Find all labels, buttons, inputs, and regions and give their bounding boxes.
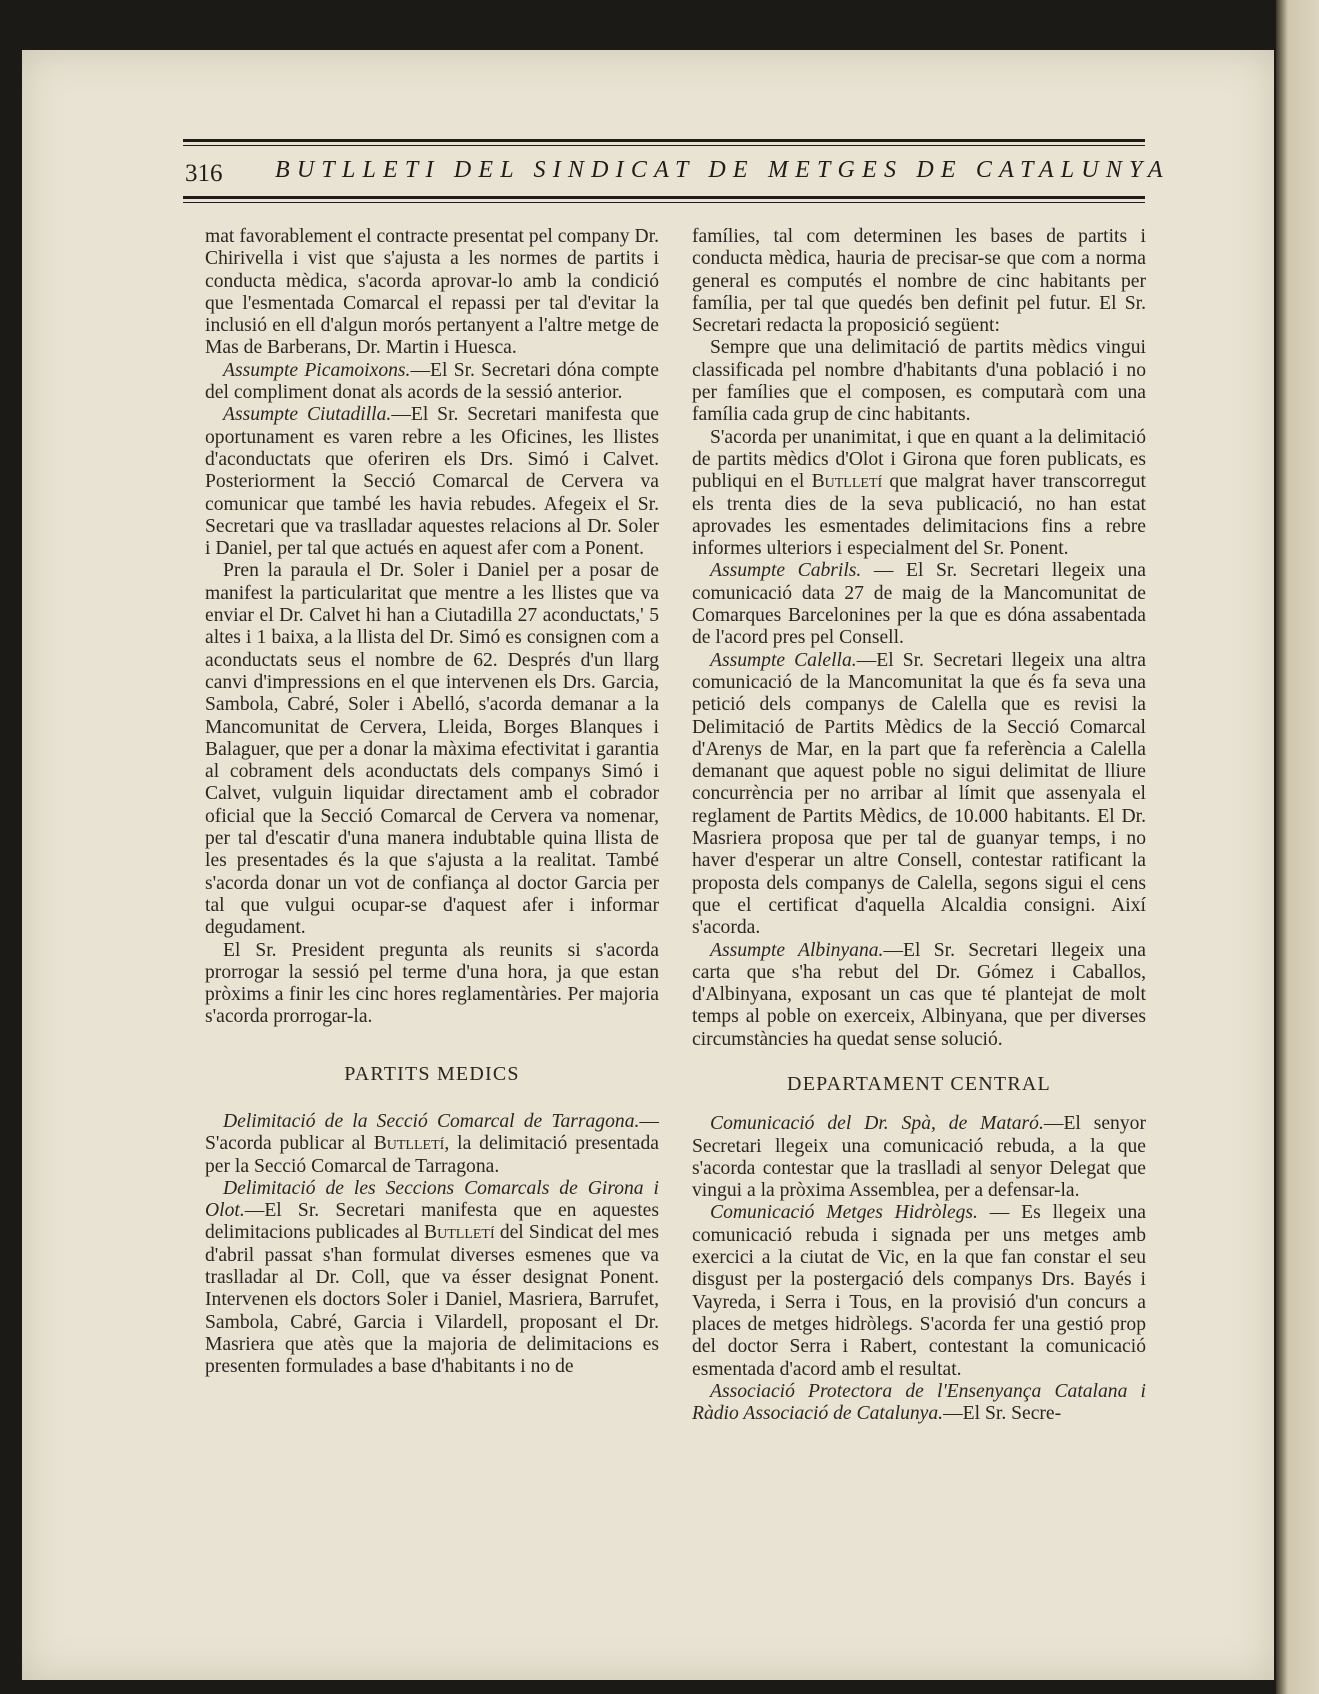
- paragraph-text: Sempre que una delimitació de partits mèdics vingui classificada pel nombre d'habitants d'una població i no per famílies que el composen, es computarà com una família cada grup de cinc habitants.: [692, 337, 1146, 426]
- paragraph: [205, 940, 659, 1029]
- bulletin-name: Butlletí: [424, 1222, 495, 1244]
- paragraph-text: , la delimitació presentada per la Secció Comarcal de Tarragona.: [205, 1133, 659, 1177]
- paragraph-text: —El Sr. Secretari dóna compte del compliment donat als acords de la sessió anterior.: [205, 359, 659, 404]
- paragraph: [692, 1113, 1146, 1202]
- running-header: [183, 139, 1170, 205]
- paragraph: [692, 940, 1146, 1051]
- section-heading: DEPARTAMENT CENTRAL: [787, 1072, 1051, 1095]
- paragraph-lead: Delimitació de les Seccions Comarcals de Girona i Olot.: [205, 1177, 659, 1222]
- paragraph-lead: Associació Protectora de l'Ensenyança Catalana i Ràdio Associació de Catalunya.: [692, 1380, 1146, 1425]
- paragraph-text: —El Sr. Secretari manifesta que oportunament es varen rebre a les Oficines, les llistes d'aconductats que oferiren els Drs. Simó i Calvet. Posteriorment la Secció Comarcal de Cervera va comunicar que també les havia rebudes. Afegeix el Sr. Secretari que va traslladar aquestes relacions al Dr. Soler i Daniel, per tal que actués en aquest afer com a Ponent.: [205, 404, 659, 560]
- paragraph-text: mat favorablement el contracte presentat pel company Dr. Chirivella i vist que s'ajusta a les normes de partits i conducta mèdica, s'acorda aprovar-lo amb la condició que l'esmentada Comarcal el repassi per tal d'evitar la inclusió en ell d'algun morós pertanyent a l'altre metge de Mas de Barberans, Dr. Martin i Huesca.: [205, 226, 659, 359]
- paragraph-lead: Comunicació del Dr. Spà, de Mataró.: [710, 1113, 1044, 1135]
- paragraph-lead: Assumpte Albinyana.: [710, 939, 884, 961]
- header-rule-top: [183, 139, 1145, 142]
- left-column: [205, 226, 659, 1379]
- next-page-edge: [1276, 0, 1319, 1694]
- right-column: [692, 226, 1146, 1425]
- running-title: BUTLLETI DEL SINDICAT DE METGES DE CATALUNYA: [275, 157, 1170, 183]
- paragraph-text: S'acorda per unanimitat, i que en quant a la delimitació de partits mèdics d'Olot i Girona que foren publicats, es publiqui en el: [692, 426, 1146, 493]
- paragraph: [205, 1178, 659, 1379]
- paragraph-text: —El senyor Secretari llegeix una comunicació rebuda, a la que s'acorda contestar que la traslladi al senyor Delegat que vingui a la pròxima Assemblea, per a defensar-la.: [692, 1113, 1146, 1202]
- paragraph-lead: Comunicació Metges Hidròlegs.: [710, 1202, 978, 1224]
- paragraph-text: —El Sr. Secretari manifesta que en aquestes delimitacions publicades al: [205, 1200, 659, 1244]
- paragraph-lead: Delimitació de la Secció Comarcal de Tarragona.: [223, 1110, 640, 1132]
- paragraph-lead: Assumpte Ciutadilla.: [223, 404, 392, 426]
- paragraph: [205, 560, 659, 939]
- bulletin-name: Butlletí: [811, 471, 883, 493]
- page-number: 316: [185, 160, 223, 187]
- paragraph-lead: Assumpte Cabrils.: [710, 560, 862, 582]
- paragraph: [692, 337, 1146, 426]
- paragraph-text: El Sr. President pregunta als reunits si s'acorda prorrogar la sessió pel terme d'una hora, ja que estan pròxims a finir les cinc hores reglamentàries. Per majoria s'acorda prorrogar-la.: [205, 939, 659, 1028]
- paragraph-text: — El Sr. Secretari llegeix una comunicació data 27 de maig de la Mancomunitat de Comarques Barcelonines per la que es dóna assabentada de l'acord pres pel Consell.: [692, 560, 1146, 649]
- paragraph-text: —S'acorda publicar al: [205, 1110, 659, 1155]
- paragraph: [205, 226, 659, 360]
- paragraph-lead: Assumpte Picamoixons.: [223, 359, 411, 381]
- paragraph-text: que malgrat haver transcorregut els trenta dies de la seva publicació, no han estat aprovades les esmentades delimitacions fins a rebre informes ulteriors i especialment del Sr. Ponent.: [692, 471, 1146, 560]
- paragraph-text: —El Sr. Secretari llegeix una altra comunicació de la Mancomunitat la que és fa seva una petició dels companys de Calella que es revisi la Delimitació de Partits Mèdics de la Secció Comarcal d'Arenys de Mar, en la part que fa referència a Calella demanant que aquest poble no sigui delimitat de lliure concurrència per no arribar al límit que assenyala el reglament de Partits Mèdics, de 10.000 habitants. El Dr. Masriera proposa que per tal de guanyar temps, i no haver d'esperar un altre Consell, contestar ratificant la proposta dels companys de Calella, segons sigui el cens que el certificat d'aquella Alcaldia consigni. Així s'acorda.: [692, 649, 1146, 939]
- paragraph: [205, 360, 659, 405]
- header-rule-top-thin: [183, 145, 1145, 146]
- paragraph: [692, 1381, 1146, 1426]
- paragraph-text: famílies, tal com determinen les bases de partits i conducta mèdica, hauria de precisar-se que com a norma general es computés el nombre de cinc habitants per família, per tal que quedés ben definit pel futur. El Sr. Secretari redacta la proposició següent:: [692, 226, 1146, 337]
- paragraph-text: — Es llegeix una comunicació rebuda i signada per uns metges amb exercici a la ciutat de Vic, en la que fan constar el seu disgust per la postergació dels companys Drs. Bayés i Vayreda, i Serra i Tous, en la provisió d'un concurs a places de metges hidròlegs. S'acorda fer una gestió prop del doctor Serra i Rabert, contestant la comunicació esmentada d'acord amb el resultat.: [692, 1202, 1147, 1380]
- header-rule-bottom-thin: [183, 202, 1145, 203]
- paragraph-text: —El Sr. Secretari llegeix una carta que s'ha rebut del Dr. Gómez i Caballos, d'Albinyana, exposant un cas que té plantejat de molt temps al poble on exerceix, Albinyana, que per diverses circumstàncies ha quedat sense solució.: [692, 939, 1146, 1050]
- paragraph: [692, 1202, 1146, 1380]
- paragraph-lead: Assumpte Calella.: [710, 649, 857, 671]
- paragraph-text: Pren la paraula el Dr. Soler i Daniel per a posar de manifest la particularitat que mentre a les llistes que va enviar el Dr. Calvet hi han a Ciutadilla 27 aconductats,' 5 altes i 1 baixa, a la llista del Dr. Simó es consignen com a aconductats seus el nombre de 62. Després d'un llarg canvi d'impressions en el que intervenen els Drs. Garcia, Sambola, Cabré, Soler i Abelló, s'acorda demanar a la Mancomunitat de Cervera, Lleida, Borges Blanques i Balaguer, que per a donar la màxima efectivitat i garantia al cobrament dels aconductats dels companys Simó i Calvet, vulguin liquidar directament amb el cobrador oficial que la Secció Comarcal de Cervera va nomenar, per tal d'escatir d'una manera indubtable quina llista de les presentades és la que s'ajusta a la realitat. També s'acorda donar un vot de confiança al doctor Garcia per tal que vulgui ocupar-se d'aquest afer i informar degudament.: [205, 560, 659, 939]
- paragraph: [692, 560, 1146, 649]
- paragraph: [692, 427, 1146, 561]
- header-rule-bottom: [183, 196, 1145, 199]
- paragraph-text: del Sindicat del mes d'abril passat s'han formulat diverses esmenes que va traslladar al Dr. Coll, que va ésser designat Ponent. Intervenen els doctors Soler i Daniel, Masriera, Barrufet, Sambola, Cabré, Garcia i Vilardell, proposant el Dr. Masriera que atès que la majoria de delimitacions es presenten formulades a base d'habitants i no de: [205, 1222, 659, 1378]
- bulletin-name: Butlletí: [373, 1133, 445, 1155]
- paragraph: [205, 1111, 659, 1178]
- paragraph: [692, 226, 1146, 337]
- paragraph: [205, 404, 659, 560]
- section-heading: PARTITS MEDICS: [344, 1062, 520, 1085]
- paragraph: [692, 650, 1146, 940]
- paragraph-text: —El Sr. Secre-: [943, 1403, 1062, 1425]
